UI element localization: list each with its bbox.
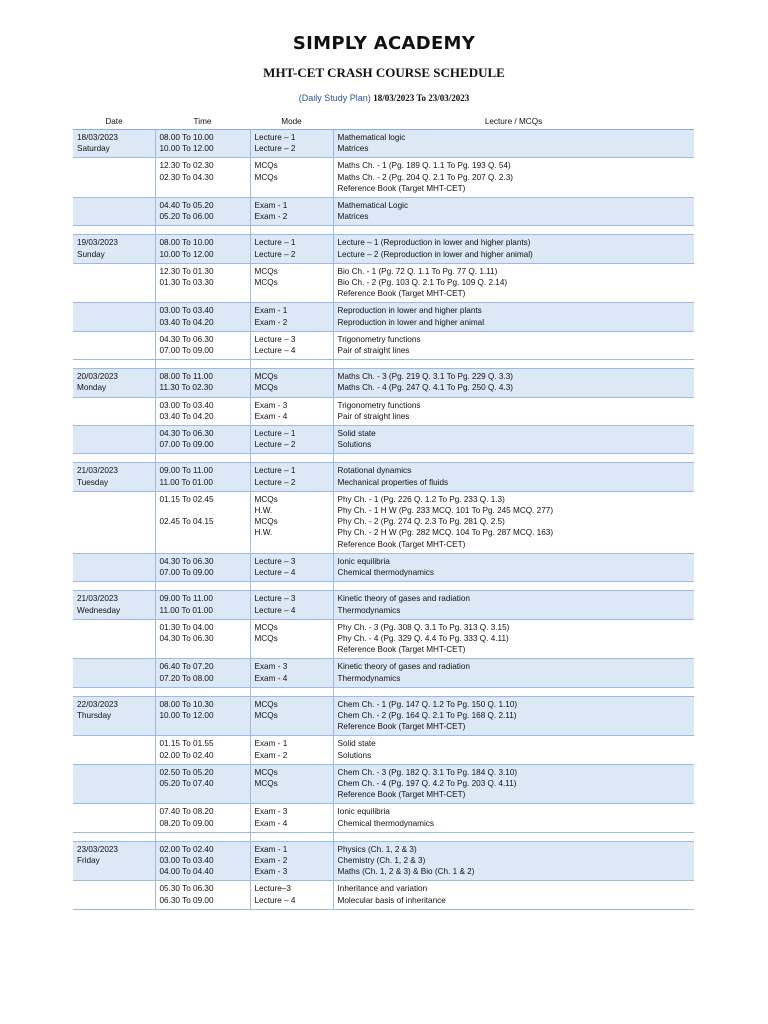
time-cell: 04.30 To 06.30 07.00 To 09.00 <box>155 331 250 359</box>
table-row <box>73 881 694 909</box>
time-cell: 08.00 To 10.00 10.00 To 12.00 <box>155 235 250 263</box>
topic-cell: Trigonometry functions Pair of straight lines <box>333 397 694 425</box>
mode-cell: MCQs H.W. MCQs H.W. <box>250 491 333 553</box>
separator-cell <box>333 454 694 463</box>
day-separator-row <box>73 832 694 841</box>
separator-cell <box>155 582 250 591</box>
topic-cell: Inheritance and variation Molecular basis of inheritance <box>333 881 694 909</box>
day-separator-row <box>73 582 694 591</box>
table-row <box>73 764 694 804</box>
table-row <box>73 491 694 553</box>
time-cell: 09.00 To 11.00 11.00 To 01.00 <box>155 591 250 619</box>
separator-cell <box>250 832 333 841</box>
separator-cell <box>250 360 333 369</box>
separator-cell <box>333 226 694 235</box>
topic-cell: Chem Ch. - 1 (Pg. 147 Q. 1.2 To Pg. 150 Q. 1.10) Chem Ch. - 2 (Pg. 164 Q. 2.1 To Pg. 168 Q. 2.11) Reference Book (Target MHT-CET) <box>333 696 694 736</box>
time-cell: 02.50 To 05.20 05.20 To 07.40 <box>155 764 250 804</box>
date-cell <box>73 158 155 198</box>
topic-cell: Maths Ch. - 1 (Pg. 189 Q. 1.1 To Pg. 193 Q. 54) Maths Ch. - 2 (Pg. 204 Q. 2.1 To Pg. 207 Q. 2.3) Reference Book (Target MHT-CET) <box>333 158 694 198</box>
topic-cell: Mathematical Logic Matrices <box>333 198 694 226</box>
mode-cell: Lecture – 3 Lecture – 4 <box>250 591 333 619</box>
table-row <box>73 397 694 425</box>
topic-cell: Rotational dynamics Mechanical properties of fluids <box>333 463 694 491</box>
date-cell <box>73 331 155 359</box>
plan-caption <box>0 93 768 103</box>
date-cell <box>73 263 155 303</box>
mode-cell: Exam - 3 Exam - 4 <box>250 397 333 425</box>
mode-cell: MCQs MCQs <box>250 764 333 804</box>
separator-cell <box>333 360 694 369</box>
page-subtitle: MHT-CET CRASH COURSE SCHEDULE <box>263 65 505 80</box>
separator-cell <box>333 582 694 591</box>
date-cell: 19/03/2023 Sunday <box>73 235 155 263</box>
topic-cell: Kinetic theory of gases and radiation Thermodynamics <box>333 591 694 619</box>
mode-cell: Lecture – 1 Lecture – 2 <box>250 130 333 158</box>
time-cell: 12.30 To 01.30 01.30 To 03.30 <box>155 263 250 303</box>
day-separator-row <box>73 360 694 369</box>
time-cell: 03.00 To 03.40 03.40 To 04.20 <box>155 303 250 331</box>
separator-cell <box>73 687 155 696</box>
topic-cell: Solid state Solutions <box>333 426 694 454</box>
separator-cell <box>73 582 155 591</box>
mode-cell: MCQs MCQs <box>250 263 333 303</box>
mode-cell: MCQs MCQs <box>250 619 333 659</box>
table-row <box>73 158 694 198</box>
date-cell: 21/03/2023 Tuesday <box>73 463 155 491</box>
date-cell <box>73 881 155 909</box>
time-cell: 06.40 To 07.20 07.20 To 08.00 <box>155 659 250 687</box>
topic-cell: Chem Ch. - 3 (Pg. 182 Q. 3.1 To Pg. 184 Q. 3.10) Chem Ch. - 4 (Pg. 197 Q. 4.2 To Pg. 203 Q. 4.11) Reference Book (Target MHT-CET) <box>333 764 694 804</box>
time-cell: 01.30 To 04.00 04.30 To 06.30 <box>155 619 250 659</box>
schedule-body <box>73 130 694 910</box>
date-cell: 22/03/2023 Thursday <box>73 696 155 736</box>
time-cell: 08.00 To 11.00 11.30 To 02.30 <box>155 369 250 397</box>
topic-cell: Maths Ch. - 3 (Pg. 219 Q. 3.1 To Pg. 229 Q. 3.3) Maths Ch. - 4 (Pg. 247 Q. 4.1 To Pg. 250 Q. 4.3) <box>333 369 694 397</box>
table-row <box>73 130 694 158</box>
day-separator-row <box>73 226 694 235</box>
separator-cell <box>333 687 694 696</box>
separator-cell <box>333 832 694 841</box>
separator-cell <box>155 454 250 463</box>
table-row <box>73 659 694 687</box>
mode-cell: Lecture – 1 Lecture – 2 <box>250 463 333 491</box>
column-header-mode: Mode <box>250 115 333 130</box>
table-row <box>73 235 694 263</box>
date-cell: 18/03/2023 Saturday <box>73 130 155 158</box>
table-row <box>73 369 694 397</box>
mode-cell: Exam - 3 Exam - 4 <box>250 659 333 687</box>
mode-cell: Lecture–3 Lecture – 4 <box>250 881 333 909</box>
date-cell <box>73 198 155 226</box>
day-separator-row <box>73 687 694 696</box>
mode-cell: Exam - 1 Exam - 2 <box>250 198 333 226</box>
separator-cell <box>73 360 155 369</box>
table-row <box>73 463 694 491</box>
time-cell: 04.30 To 06.30 07.00 To 09.00 <box>155 553 250 581</box>
table-row <box>73 736 694 764</box>
time-cell: 05.30 To 06.30 06.30 To 09.00 <box>155 881 250 909</box>
mode-cell: Exam - 3 Exam - 4 <box>250 804 333 832</box>
mode-cell: Lecture – 3 Lecture – 4 <box>250 553 333 581</box>
date-cell <box>73 553 155 581</box>
separator-cell <box>155 832 250 841</box>
page-title: SIMPLY ACADEMY <box>292 33 476 54</box>
table-row <box>73 591 694 619</box>
column-header-time: Time <box>155 115 250 130</box>
date-cell: 23/03/2023 Friday <box>73 841 155 881</box>
column-header-date: Date <box>73 115 155 130</box>
topic-cell: Ionic equilibria Chemical thermodynamics <box>333 553 694 581</box>
separator-cell <box>73 454 155 463</box>
time-cell: 02.00 To 02.40 03.00 To 03.40 04.00 To 04.40 <box>155 841 250 881</box>
date-cell <box>73 764 155 804</box>
mode-cell: Lecture – 1 Lecture – 2 <box>250 426 333 454</box>
mode-cell: Lecture – 1 Lecture – 2 <box>250 235 333 263</box>
topic-cell: Ionic equilibria Chemical thermodynamics <box>333 804 694 832</box>
table-row <box>73 303 694 331</box>
mode-cell: Lecture – 3 Lecture – 4 <box>250 331 333 359</box>
topic-cell: Physics (Ch. 1, 2 & 3) Chemistry (Ch. 1, 2 & 3) Maths (Ch. 1, 2 & 3) & Bio (Ch. 1 & 2) <box>333 841 694 881</box>
day-separator-row <box>73 454 694 463</box>
time-cell: 01.15 To 01.55 02.00 To 02.40 <box>155 736 250 764</box>
table-row <box>73 198 694 226</box>
topic-cell: Solid state Solutions <box>333 736 694 764</box>
separator-cell <box>250 454 333 463</box>
separator-cell <box>155 226 250 235</box>
table-row <box>73 696 694 736</box>
topic-cell: Phy Ch. - 3 (Pg. 308 Q. 3.1 To Pg. 313 Q. 3.15) Phy Ch. - 4 (Pg. 329 Q. 4.4 To Pg. 333 Q. 4.11) Reference Book (Target MHT-CET) <box>333 619 694 659</box>
separator-cell <box>73 226 155 235</box>
topic-cell: Kinetic theory of gases and radiation Thermodynamics <box>333 659 694 687</box>
mode-cell: Exam - 1 Exam - 2 <box>250 736 333 764</box>
separator-cell <box>155 687 250 696</box>
date-cell <box>73 619 155 659</box>
time-cell: 04.40 To 05.20 05.20 To 06.00 <box>155 198 250 226</box>
date-cell: 21/03/2023 Wednesday <box>73 591 155 619</box>
topic-cell: Trigonometry functions Pair of straight lines <box>333 331 694 359</box>
table-row <box>73 804 694 832</box>
separator-cell <box>250 582 333 591</box>
mode-cell: Exam - 1 Exam - 2 <box>250 303 333 331</box>
time-cell: 09.00 To 11.00 11.00 To 01.00 <box>155 463 250 491</box>
date-cell <box>73 426 155 454</box>
separator-cell <box>250 226 333 235</box>
separator-cell <box>73 832 155 841</box>
plan-label: (Daily Study Plan) <box>298 93 371 103</box>
mode-cell: MCQs MCQs <box>250 696 333 736</box>
date-cell <box>73 736 155 764</box>
date-cell: 20/03/2023 Monday <box>73 369 155 397</box>
topic-cell: Lecture – 1 (Reproduction in lower and higher plants) Lecture – 2 (Reproduction in lower and higher animal) <box>333 235 694 263</box>
schedule-table <box>73 115 694 910</box>
plan-dates: 18/03/2023 To 23/03/2023 <box>373 93 470 103</box>
table-header-row <box>73 115 694 130</box>
time-cell: 12.30 To 02.30 02.30 To 04.30 <box>155 158 250 198</box>
time-cell: 04.30 To 06.30 07.00 To 09.00 <box>155 426 250 454</box>
table-row <box>73 619 694 659</box>
table-row <box>73 553 694 581</box>
table-row <box>73 841 694 881</box>
time-cell: 08.00 To 10.30 10.00 To 12.00 <box>155 696 250 736</box>
time-cell: 07.40 To 08.20 08.20 To 09.00 <box>155 804 250 832</box>
date-cell <box>73 397 155 425</box>
topic-cell: Phy Ch. - 1 (Pg. 226 Q. 1.2 To Pg. 233 Q. 1.3) Phy Ch. - 1 H W (Pg. 233 MCQ. 101 To Pg. 245 MCQ. 277) Phy Ch. - 2 (Pg. 274 Q. 2.3 To Pg. 281 Q. 2.5) Phy Ch. - 2 H W (Pg. 282 MCQ. 104 To Pg. 287 MCQ. 163) Reference Book (Target MHT-CET) <box>333 491 694 553</box>
date-cell <box>73 303 155 331</box>
topic-cell: Bio Ch. - 1 (Pg. 72 Q. 1.1 To Pg. 77 Q. 1.11) Bio Ch. - 2 (Pg. 103 Q. 2.1 To Pg. 109 Q. 2.14) Reference Book (Target MHT-CET) <box>333 263 694 303</box>
date-cell <box>73 804 155 832</box>
mode-cell: Exam - 1 Exam - 2 Exam - 3 <box>250 841 333 881</box>
table-row <box>73 331 694 359</box>
time-cell: 03.00 To 03.40 03.40 To 04.20 <box>155 397 250 425</box>
date-cell <box>73 491 155 553</box>
topic-cell: Reproduction in lower and higher plants Reproduction in lower and higher animal <box>333 303 694 331</box>
column-header-topic: Lecture / MCQs <box>333 115 694 130</box>
date-cell <box>73 659 155 687</box>
mode-cell: MCQs MCQs <box>250 369 333 397</box>
table-row <box>73 263 694 303</box>
separator-cell <box>250 687 333 696</box>
time-cell: 01.15 To 02.45 02.45 To 04.15 <box>155 491 250 553</box>
time-cell: 08.00 To 10.00 10.00 To 12.00 <box>155 130 250 158</box>
mode-cell: MCQs MCQs <box>250 158 333 198</box>
topic-cell: Mathematical logic Matrices <box>333 130 694 158</box>
table-row <box>73 426 694 454</box>
separator-cell <box>155 360 250 369</box>
